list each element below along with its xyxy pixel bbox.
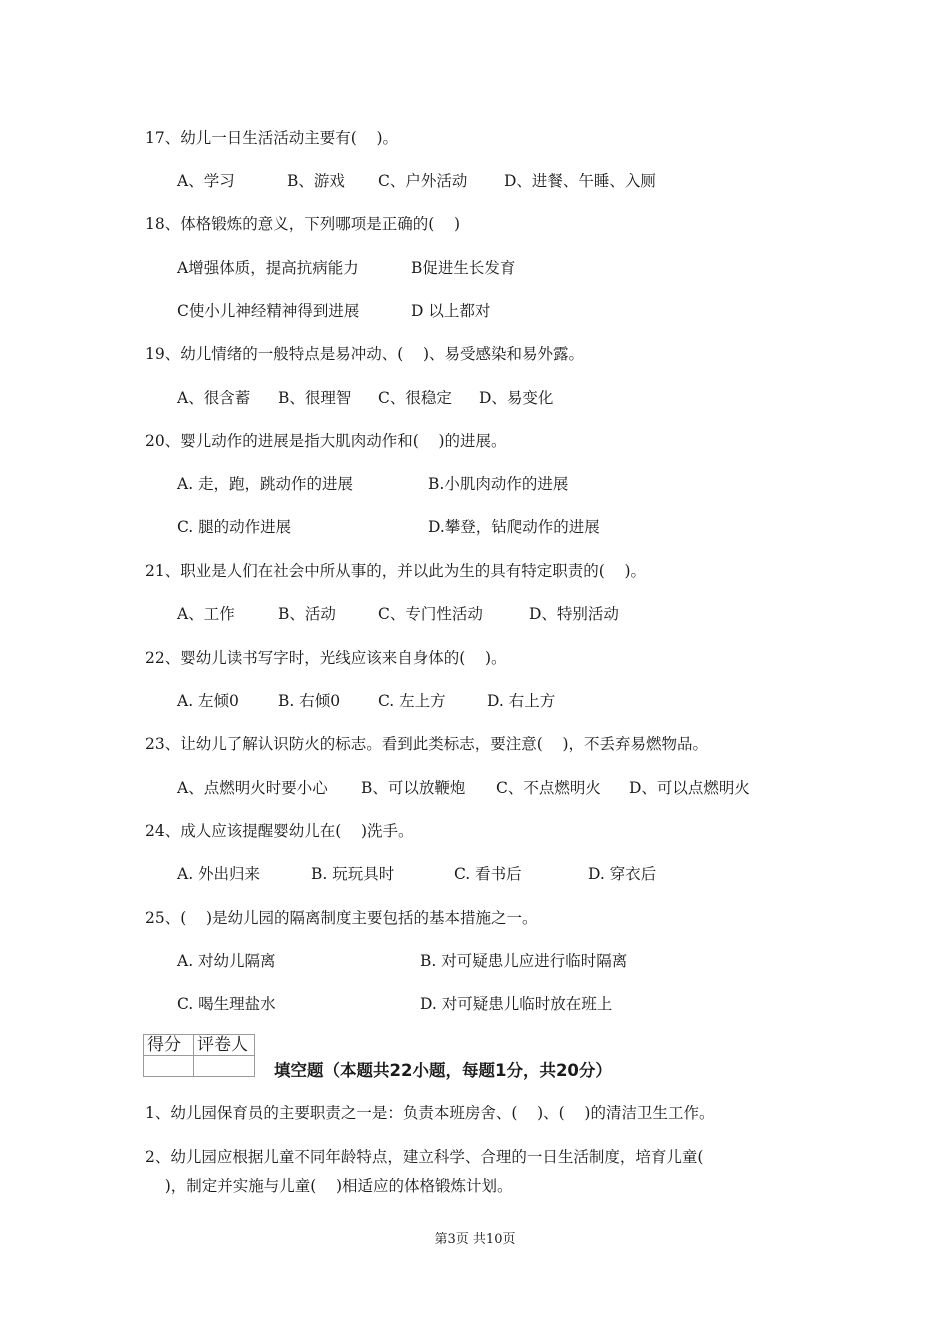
q25-option-c: C. 喝生理盐水 [177,995,276,1013]
q23-option-d: D、可以点燃明火 [629,779,750,797]
q17-option-a: A、学习 [177,172,235,190]
fill-question-2-line-1: 2、幼儿园应根据儿童不同年龄特点，建立科学、合理的一日生活制度，培育儿童( [145,1148,704,1166]
q24-option-d: D. 穿衣后 [588,865,657,883]
q21-option-c: C、专门性活动 [378,605,483,623]
page-footer: 第3页 共10页 [434,1232,516,1247]
q20-option-c: C. 腿的动作进展 [177,518,292,536]
question-19-stem: 19、幼儿情绪的一般特点是易冲动、( )、易受感染和易外露。 [145,345,585,363]
q21-option-a: A、工作 [177,605,235,623]
question-17-stem: 17、幼儿一日生活活动主要有( )。 [145,129,399,147]
q20-option-a: A. 走，跑，跳动作的进展 [177,475,354,493]
q25-option-b: B. 对可疑患儿应进行临时隔离 [420,952,628,970]
q17-option-c: C、户外活动 [378,172,468,190]
q22-option-b: B. 右倾0 [278,692,341,710]
q21-option-b: B、活动 [278,605,336,623]
q24-option-a: A. 外出归来 [177,865,261,883]
q22-option-d: D. 右上方 [487,692,556,710]
q18-option-a: A增强体质，提高抗病能力 [177,259,359,277]
question-21-stem: 21、职业是人们在社会中所从事的，并以此为生的具有特定职责的( )。 [145,562,647,580]
q19-option-d: D、易变化 [479,389,554,407]
fill-question-2-line-2: )，制定并实施与儿童( )相适应的体格锻炼计划。 [145,1177,513,1195]
section-title: 填空题（本题共22小题，每题1分，共20分） [274,1061,612,1080]
q19-option-a: A、很含蓄 [177,389,251,407]
question-20-stem: 20、婴儿动作的进展是指大肌肉动作和( )的进展。 [145,432,507,450]
q18-option-b: B促进生长发育 [411,259,516,277]
q23-option-b: B、可以放鞭炮 [361,779,466,797]
q20-option-b: B.小肌肉动作的进展 [428,475,569,493]
fill-question-1: 1、幼儿园保育员的主要职责之一是：负责本班房舍、( )、( )的清洁卫生工作。 [145,1104,715,1122]
question-22-stem: 22、婴幼儿读书写字时，光线应该来自身体的( )。 [145,649,507,667]
question-18-stem: 18、体格锻炼的意义，下列哪项是正确的( ) [145,215,461,233]
grader-cell [194,1056,255,1077]
q23-option-c: C、不点燃明火 [496,779,601,797]
question-24-stem: 24、成人应该提醒婴幼儿在( )洗手。 [145,822,414,840]
q20-option-d: D.攀登，钻爬动作的进展 [428,518,600,536]
q17-option-d: D、进餐、午睡、入厕 [504,172,656,190]
score-box [143,1034,255,1077]
q24-option-c: C. 看书后 [454,865,522,883]
q21-option-d: D、特别活动 [529,605,619,623]
q23-option-a: A、点燃明火时要小心 [177,779,328,797]
q18-option-c: C使小儿神经精神得到进展 [177,302,360,320]
score-cell [144,1056,194,1077]
question-23-stem: 23、让幼儿了解认识防火的标志。看到此类标志，要注意( )，不丢弃易燃物品。 [145,735,709,753]
q19-option-b: B、很理智 [278,389,352,407]
score-label: 得分 [144,1035,194,1056]
question-25-stem: 25、( )是幼儿园的隔离制度主要包括的基本措施之一。 [145,909,538,927]
q19-option-c: C、很稳定 [378,389,452,407]
q22-option-c: C. 左上方 [378,692,446,710]
q25-option-d: D. 对可疑患儿临时放在班上 [420,995,613,1013]
q18-option-d: D 以上都对 [411,302,491,320]
q24-option-b: B. 玩玩具时 [311,865,395,883]
grader-label: 评卷人 [194,1035,255,1056]
q25-option-a: A. 对幼儿隔离 [177,952,276,970]
q17-option-b: B、游戏 [287,172,345,190]
q22-option-a: A. 左倾0 [177,692,239,710]
